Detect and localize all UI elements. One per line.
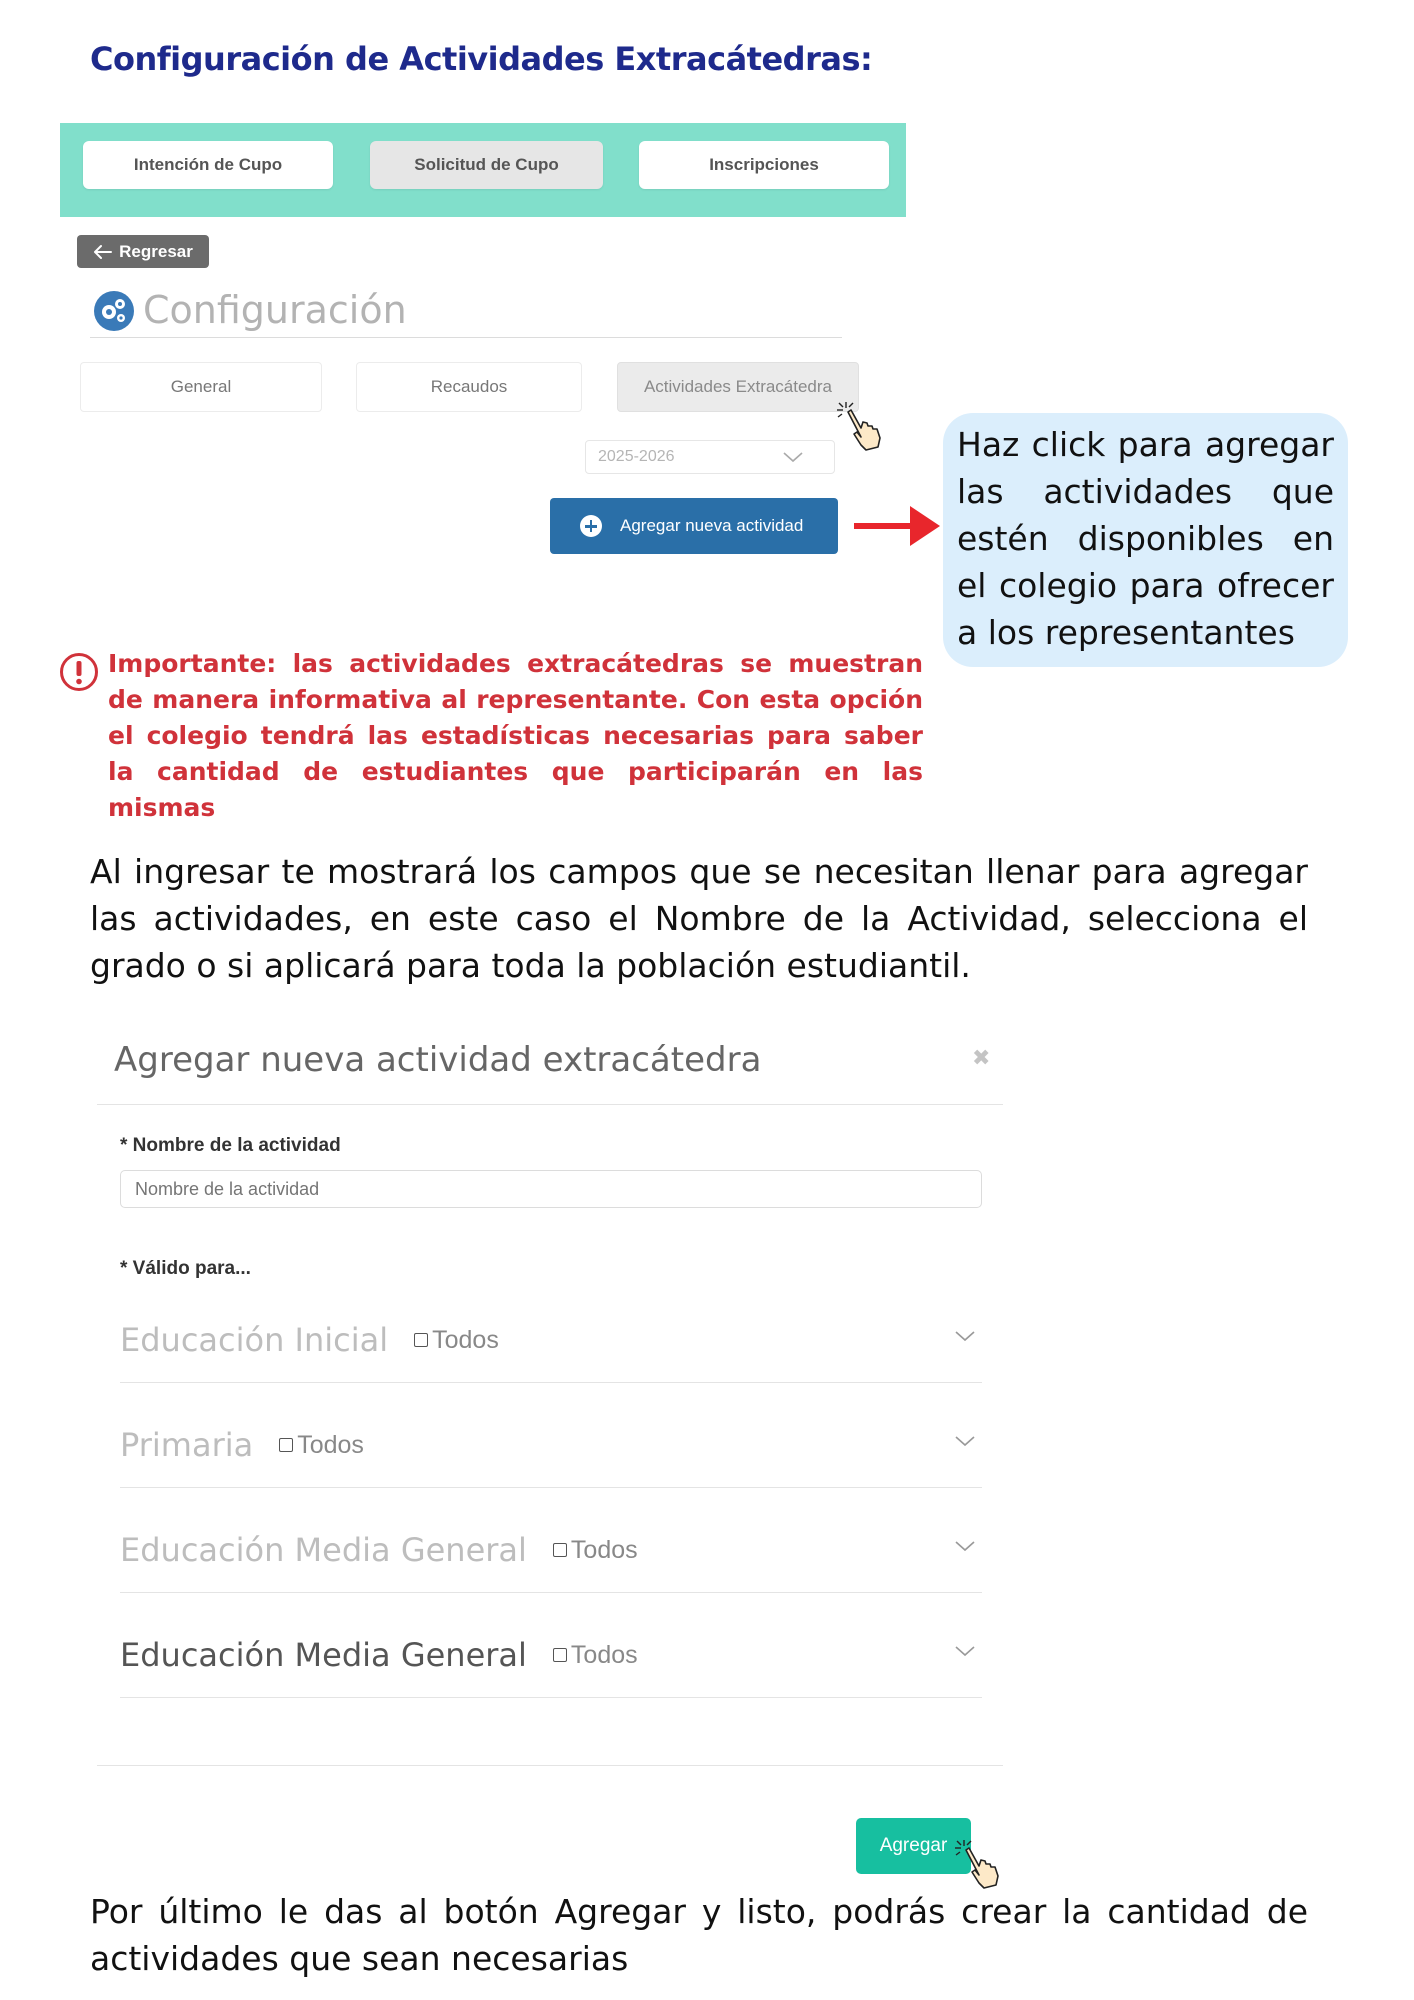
checkbox[interactable]: [553, 1543, 567, 1557]
todos-label: Todos: [570, 1640, 638, 1669]
divider: [120, 1382, 982, 1383]
todos-checkbox[interactable]: [279, 1431, 364, 1460]
document-title: Configuración de Actividades Extracátedras:: [90, 40, 873, 78]
configuracion-title: Configuración: [143, 288, 407, 332]
activity-name-label: * Nombre de la actividad: [120, 1135, 341, 1156]
hand-pointer-icon: [952, 1836, 1008, 1892]
top-nav-bar: [60, 123, 906, 217]
close-icon[interactable]: ✖: [972, 1045, 991, 1070]
tab-actividades-extracatedra[interactable]: Actividades Extracátedra: [617, 362, 859, 412]
divider: [120, 1592, 982, 1593]
tab-general[interactable]: General: [80, 362, 322, 412]
level-name: Educación Media General: [120, 1636, 527, 1674]
divider: [120, 1487, 982, 1488]
divider: [120, 1697, 982, 1698]
level-name: Primaria: [120, 1426, 254, 1464]
checkbox[interactable]: [414, 1333, 428, 1347]
divider: [97, 1104, 1003, 1105]
valid-for-label: * Válido para...: [120, 1258, 251, 1279]
level-name: Educación Inicial: [120, 1321, 389, 1359]
divider: [97, 1765, 1003, 1766]
tab-solicitud-de-cupo[interactable]: Solicitud de Cupo: [370, 141, 603, 189]
form-title: Agregar nueva actividad extracátedra: [114, 1040, 762, 1080]
level-name: Educación Media General: [120, 1531, 527, 1569]
tab-intencion-de-cupo[interactable]: Intención de Cupo: [83, 141, 333, 189]
instruction-paragraph: Al ingresar te mostrará los campos que se necesitan llenar para agregar las actividades, en este caso el Nombre de la Actividad, selecciona el grado o si aplicará para toda la población estudiantil.: [90, 852, 1308, 985]
arrow-left-icon: [93, 244, 113, 260]
todos-label: Todos: [432, 1325, 499, 1354]
school-year-value: 2025-2026: [598, 448, 675, 465]
chevron-down-icon: [782, 447, 804, 467]
add-activity-label: Agregar nueva actividad: [620, 516, 804, 535]
chevron-down-icon[interactable]: [954, 1328, 976, 1344]
divider: [90, 337, 842, 338]
gears-icon: [93, 290, 135, 332]
red-arrow-icon: [850, 496, 944, 556]
todos-checkbox[interactable]: [414, 1326, 499, 1355]
checkbox[interactable]: [279, 1438, 293, 1452]
tab-recaudos[interactable]: Recaudos: [356, 362, 582, 412]
add-activity-button[interactable]: [550, 498, 838, 554]
todos-checkbox[interactable]: [553, 1536, 638, 1565]
level-row-primaria[interactable]: [120, 1415, 982, 1475]
checkbox[interactable]: [553, 1648, 567, 1662]
chevron-down-icon[interactable]: [954, 1643, 976, 1659]
exclamation-circle-icon: [59, 652, 99, 692]
tab-inscripciones[interactable]: Inscripciones: [639, 141, 889, 189]
plus-circle-icon: [580, 515, 602, 537]
callout-bubble: Haz click para agregar las actividades que estén disponibles en el colegio para ofrecer a los representantes: [943, 413, 1348, 667]
hand-pointer-icon: [834, 398, 890, 454]
todos-checkbox[interactable]: [553, 1641, 638, 1670]
chevron-down-icon[interactable]: [954, 1433, 976, 1449]
final-paragraph: Por último le das al botón Agregar y listo, podrás crear la cantidad de actividades que sean necesarias: [90, 1892, 1308, 1978]
level-row-educacion-inicial[interactable]: [120, 1310, 982, 1370]
chevron-down-icon[interactable]: [954, 1538, 976, 1554]
school-year-select[interactable]: [585, 440, 835, 474]
agregar-button[interactable]: Agregar: [856, 1818, 971, 1874]
todos-label: Todos: [570, 1535, 638, 1564]
back-button[interactable]: [77, 235, 209, 268]
level-row-educacion-media-general[interactable]: [120, 1520, 982, 1580]
activity-name-input[interactable]: [120, 1170, 982, 1208]
important-note: Importante: las actividades extracátedras se muestran de manera informativa al representante. Con esta opción el colegio tendrá las estadísticas necesarias para saber la cantidad de estudiantes que participarán en las mismas: [108, 649, 923, 822]
todos-label: Todos: [297, 1430, 364, 1459]
level-row-educacion-media-general-2[interactable]: [120, 1625, 982, 1685]
back-button-label: Regresar: [119, 241, 193, 261]
